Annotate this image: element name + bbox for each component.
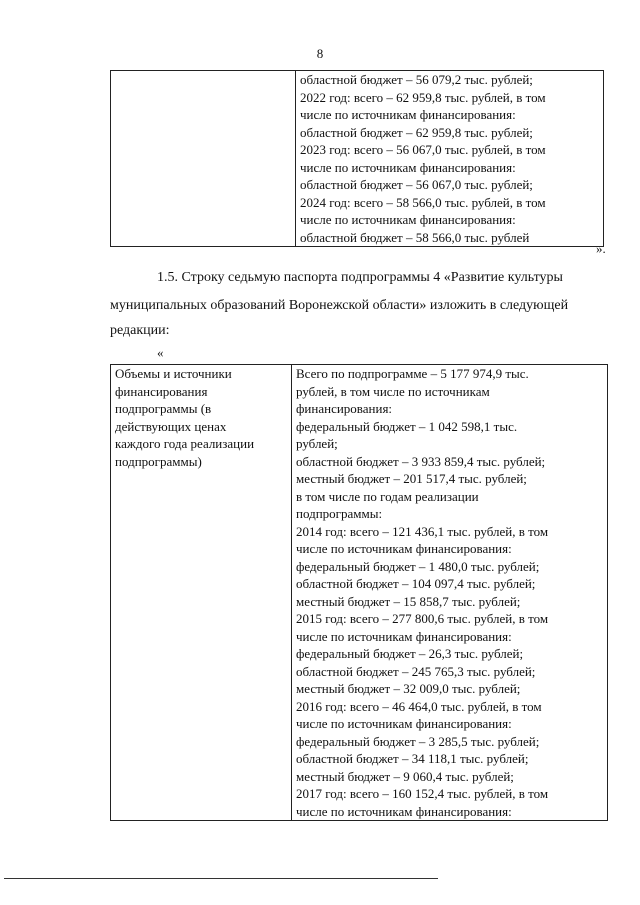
table2-left-cell bbox=[111, 365, 292, 821]
table2-line: в том числе по годам реализации bbox=[296, 488, 479, 504]
table2-line: местный бюджет – 9 060,4 тыс. рублей; bbox=[296, 768, 514, 784]
table2-line: местный бюджет – 15 858,7 тыс. рублей; bbox=[296, 593, 521, 609]
table1-line: числе по источникам финансирования: bbox=[300, 159, 516, 175]
table1-left-cell bbox=[111, 71, 296, 247]
table2-line: областной бюджет – 34 118,1 тыс. рублей; bbox=[296, 751, 529, 766]
table2-line: областной бюджет – 245 765,3 тыс. рублей; bbox=[296, 663, 536, 679]
table2-left-line: финансирования bbox=[115, 383, 208, 399]
table2-line: 2015 год: всего – 277 800,6 тыс. рублей, в том bbox=[296, 611, 549, 626]
paragraph-line-3: редакции: bbox=[110, 323, 170, 338]
footer-rule bbox=[4, 878, 438, 879]
opening-quote: « bbox=[157, 345, 164, 360]
table2-left-line: каждого года реализации bbox=[115, 436, 255, 451]
table1-line: числе по источникам финансирования: bbox=[300, 212, 516, 227]
table2-line: 2014 год: всего – 121 436,1 тыс. рублей, в том bbox=[296, 523, 549, 539]
table2-line: федеральный бюджет – 1 480,0 тыс. рублей; bbox=[296, 558, 540, 574]
table1-line: 2024 год: всего – 58 566,0 тыс. рублей, в том bbox=[300, 194, 546, 210]
table1-line: 2022 год: всего – 62 959,8 тыс. рублей, в том bbox=[300, 89, 546, 105]
table1-line: областной бюджет – 56 067,0 тыс. рублей; bbox=[300, 177, 533, 192]
funding-table bbox=[110, 364, 608, 821]
page-number: 8 bbox=[316, 46, 324, 61]
table2-line: числе по источникам финансирования: bbox=[296, 541, 512, 556]
table2-line: 2016 год: всего – 46 464,0 тыс. рублей, в том bbox=[296, 698, 542, 714]
funding-table-continued bbox=[110, 70, 604, 247]
table1-line: областной бюджет – 62 959,8 тыс. рублей; bbox=[300, 124, 533, 140]
table2-left-line: действующих ценах bbox=[115, 418, 227, 434]
paragraph-line-2: муниципальных образований Воронежской области» изложить в следующей bbox=[110, 298, 569, 313]
table2-line: областной бюджет – 3 933 859,4 тыс. рублей; bbox=[296, 453, 546, 469]
closing-quote: ». bbox=[596, 241, 606, 256]
table2-left-line: Объемы и источники bbox=[115, 366, 232, 381]
table2-line: 2017 год: всего – 160 152,4 тыс. рублей, в том bbox=[296, 786, 549, 801]
table2-line: подпрограммы: bbox=[296, 506, 383, 521]
table2-line: числе по источникам финансирования: bbox=[296, 628, 512, 644]
table1-line: числе по источникам финансирования: bbox=[300, 107, 516, 122]
table2-line: местный бюджет – 32 009,0 тыс. рублей; bbox=[296, 681, 521, 696]
table2-line: федеральный бюджет – 26,3 тыс. рублей; bbox=[296, 646, 524, 661]
table2-right-cell bbox=[292, 365, 608, 821]
table2-left-line: подпрограммы) bbox=[115, 453, 202, 469]
table2-line: рублей; bbox=[296, 436, 338, 451]
table2-line: числе по источникам финансирования: bbox=[296, 803, 512, 819]
table1-right-cell bbox=[296, 71, 604, 247]
table2-left-line: подпрограммы (в bbox=[115, 401, 212, 416]
table1-line: областной бюджет – 58 566,0 тыс. рублей bbox=[300, 229, 530, 245]
table1-line: областной бюджет – 56 079,2 тыс. рублей; bbox=[300, 72, 533, 87]
table2-line: Всего по подпрограмме – 5 177 974,9 тыс. bbox=[296, 366, 529, 381]
table2-line: рублей, в том числе по источникам bbox=[296, 383, 490, 399]
table1-line: 2023 год: всего – 56 067,0 тыс. рублей, в том bbox=[300, 142, 546, 157]
table2-line: федеральный бюджет – 3 285,5 тыс. рублей; bbox=[296, 733, 540, 749]
table2-line: числе по источникам финансирования: bbox=[296, 716, 512, 731]
table2-line: местный бюджет – 201 517,4 тыс. рублей; bbox=[296, 471, 527, 486]
table2-line: областной бюджет – 104 097,4 тыс. рублей; bbox=[296, 576, 536, 591]
table2-line: финансирования: bbox=[296, 401, 393, 416]
paragraph-line-1: 1.5. Строку седьмую паспорта подпрограммы 4 «Развитие культуры bbox=[157, 270, 563, 285]
table2-line: федеральный бюджет – 1 042 598,1 тыс. bbox=[296, 418, 518, 434]
